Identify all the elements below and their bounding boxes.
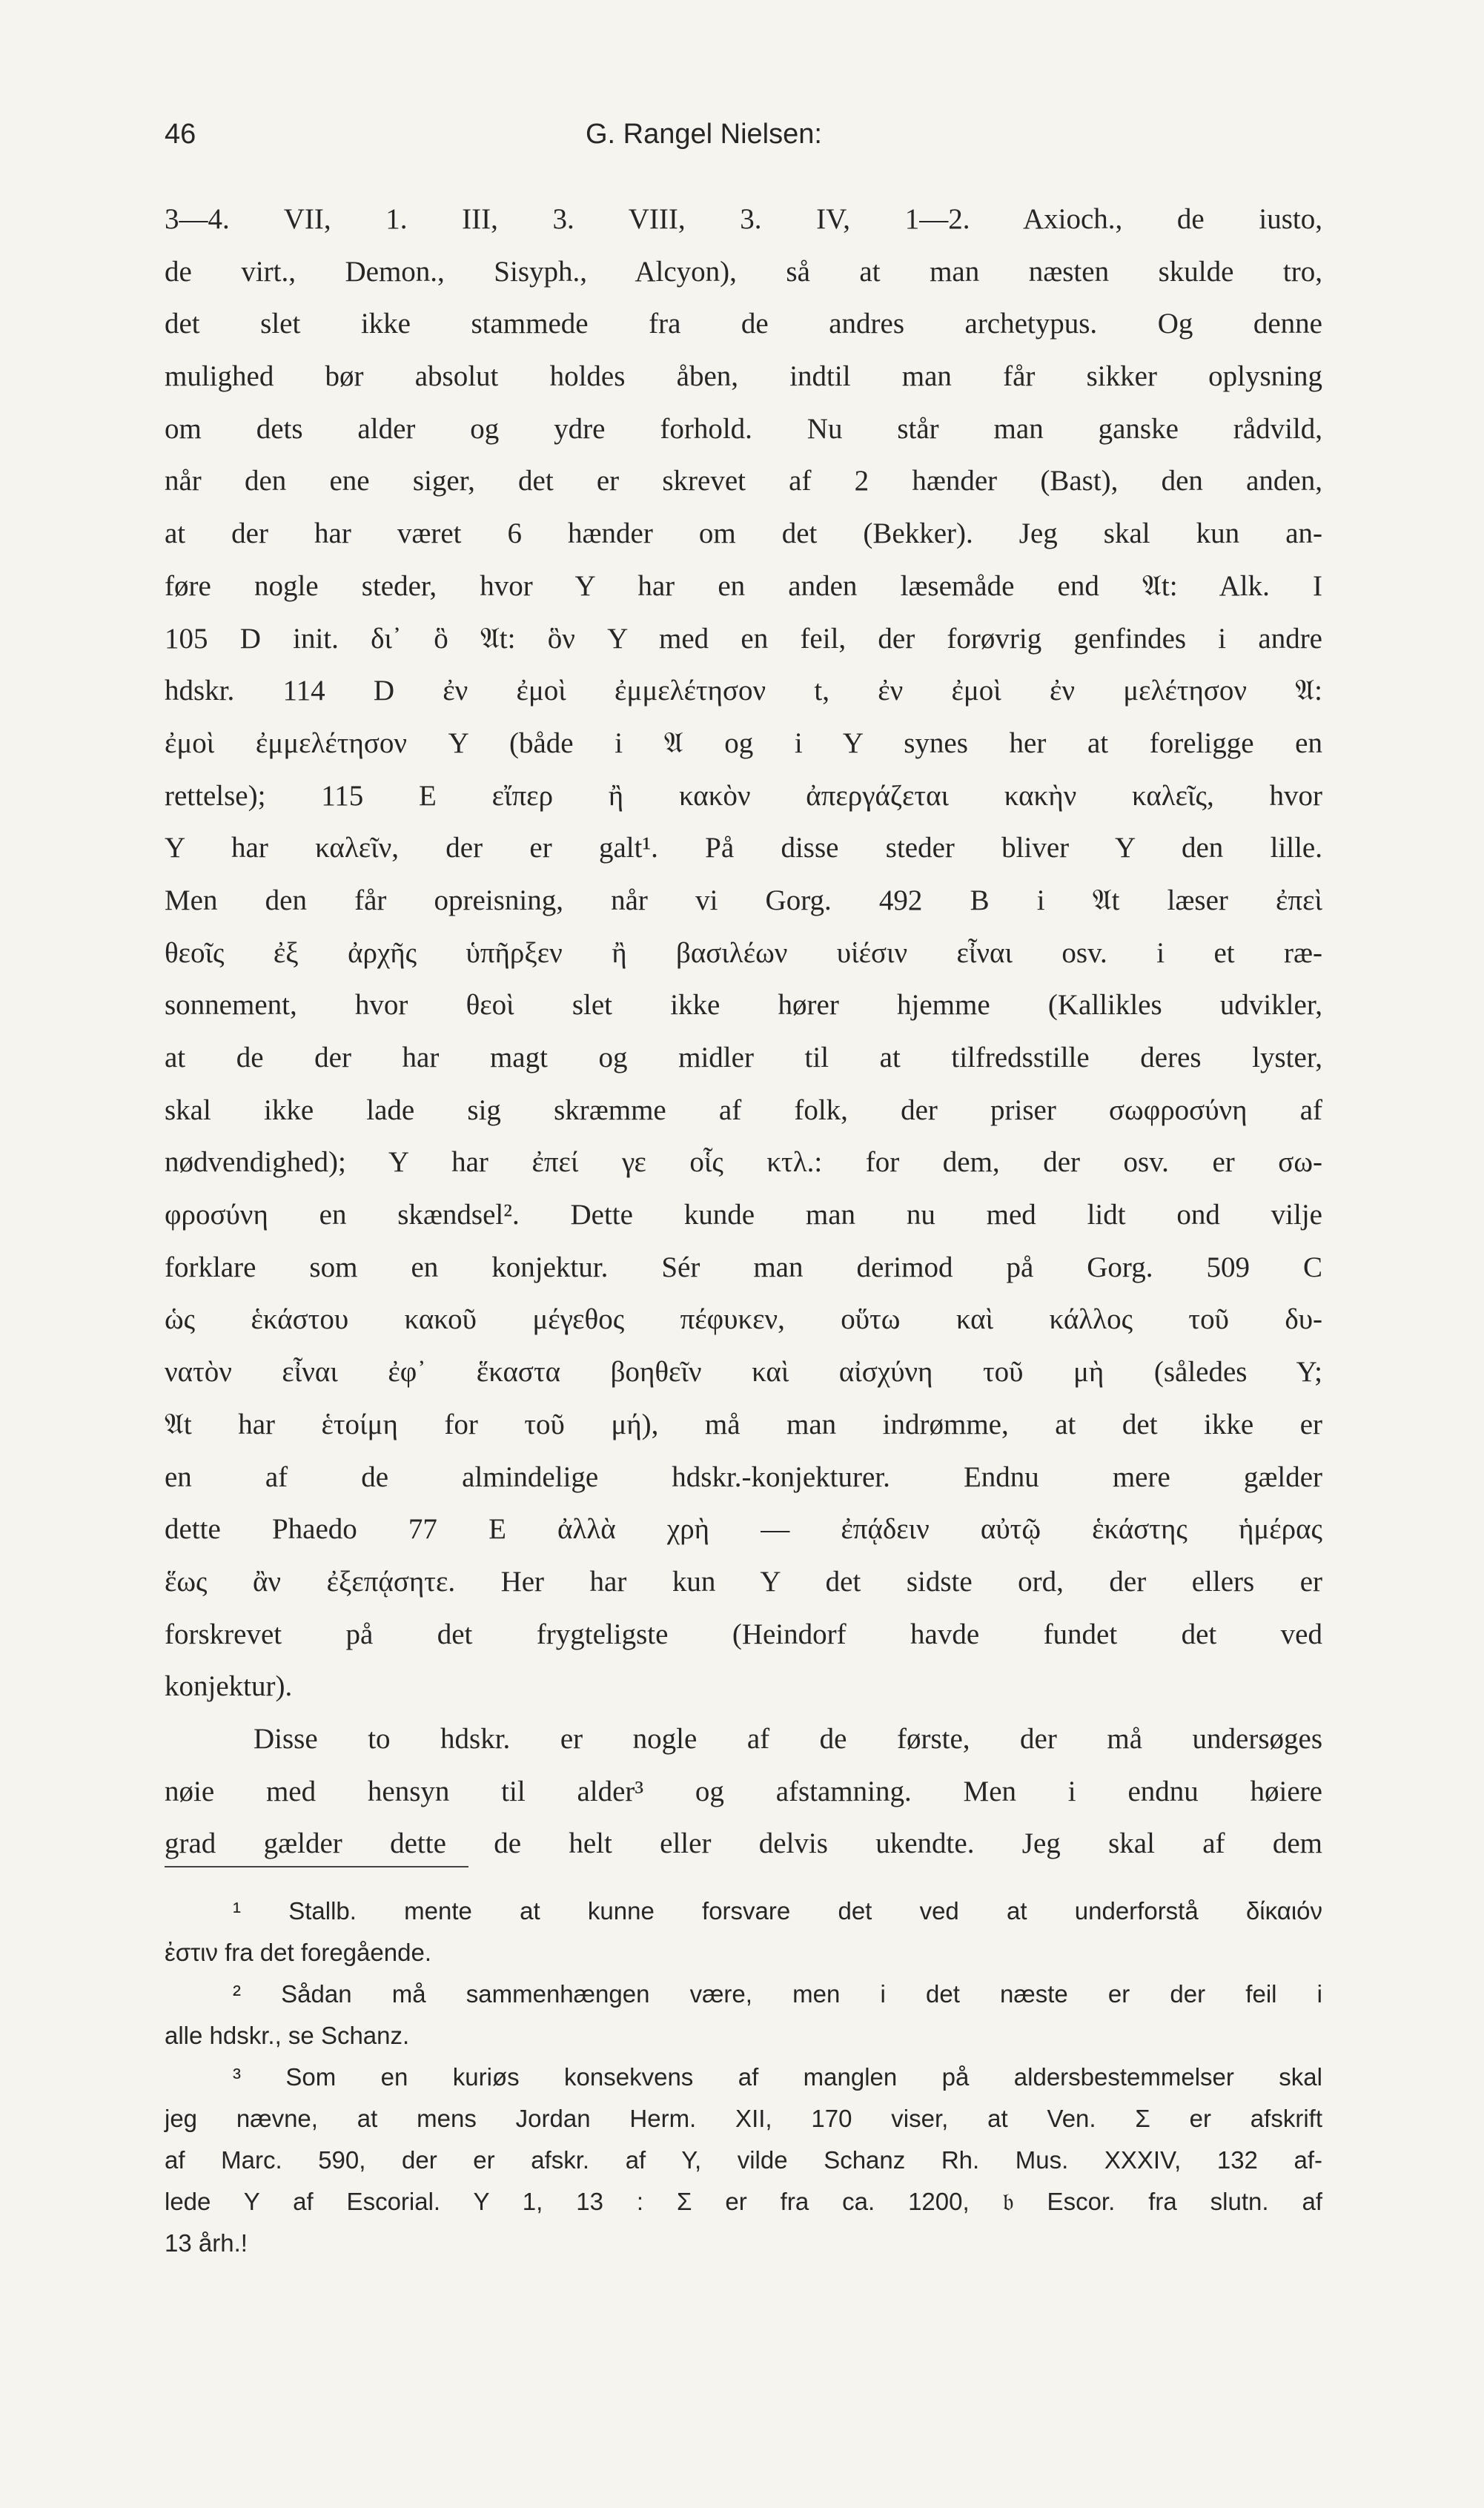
text-line: om dets alder og ydre forhold. Nu står man ganske rådvild,: [165, 412, 1322, 445]
footnote-line: jeg nævne, at mens Jordan Herm. XII, 170 viser, at Ven. Σ er afskrift: [165, 2105, 1322, 2132]
footnote-line: ¹ Stallb. mente at kunne forsvare det ved at underforstå δίκαιόν: [233, 1897, 1322, 1925]
text-line: skal ikke lade sig skræmme af folk, der priser σωφροσύνη af: [165, 1093, 1322, 1126]
text-line: sonnement, hvor θεοὶ slet ikke hører hjemme (Kallikles udvikler,: [165, 989, 1322, 1022]
text-line: forskrevet på det frygteligste (Heindorf havde fundet det ved: [165, 1618, 1322, 1650]
text-line: føre nogle steder, hvor Y har en anden læsemåde end 𝔄t: Alk. I: [165, 569, 1322, 602]
text-line: dette Phaedo 77 E ἀλλὰ χρὴ — ἐπᾴδειν αὐτῷ ἑκάστης ἡμέρας: [165, 1513, 1322, 1546]
text-line: at der har været 6 hænder om det (Bekker). Jeg skal kun an-: [165, 517, 1322, 550]
text-line: hdskr. 114 D ἐν ἐμοὶ ἐμμελέτησον t, ἐν ἐμοὶ ἐν μελέτησον 𝔄:: [165, 675, 1322, 707]
text-line: Men den får opreisning, når vi Gorg. 492 B i 𝔄t læser ἐπεὶ: [165, 884, 1322, 916]
text-line: 105 D init. δι᾽ ὃ 𝔄t: ὃν Y med en feil, der forøvrig genfindes i andre: [165, 622, 1322, 655]
text-line: 𝔄t har ἑτοίμη for τοῦ μή), må man indrømme, at det ikke er: [165, 1408, 1322, 1440]
footnote-line: lede Y af Escorial. Y 1, 13 : Σ er fra ca. 1200, 𝔟 Escor. fra slutn. af: [165, 2188, 1322, 2215]
text-line: Disse to hdskr. er nogle af de første, der må undersøges: [254, 1722, 1322, 1755]
footnote-line: ³ Som en kuriøs konsekvens af manglen på aldersbestemmelser skal: [233, 2063, 1322, 2091]
text-line: når den ene siger, det er skrevet af 2 hænder (Bast), den anden,: [165, 465, 1322, 497]
text-line: en af de almindelige hdskr.-konjekturer. Endnu mere gælder: [165, 1460, 1322, 1493]
text-line: konjektur).: [165, 1670, 293, 1703]
text-line: mulighed bør absolut holdes åben, indtil man får sikker oplysning: [165, 360, 1322, 393]
footnote-line: ² Sådan må sammenhængen være, men i det næste er der feil i: [233, 1980, 1322, 2008]
footnote-line: 13 årh.!: [165, 2229, 248, 2257]
footnote-line: ἐστιν fra det foregående.: [165, 1939, 431, 1966]
text-line: Y har καλεῖν, der er galt¹. På disse steder bliver Y den lille.: [165, 832, 1322, 864]
text-line: νατὸν εἶναι ἐφ᾽ ἕκαστα βοηθεῖν καὶ αἰσχύνη τοῦ μὴ (således Y;: [165, 1356, 1322, 1389]
text-line: ὡς ἑκάστου κακοῦ μέγεθος πέφυκεν, οὕτω καὶ κάλλος τοῦ δυ-: [165, 1303, 1322, 1336]
footnote-line: af Marc. 590, der er afskr. af Y, vilde Schanz Rh. Mus. XXXIV, 132 af-: [165, 2146, 1322, 2174]
running-head: G. Rangel Nielsen:: [586, 119, 822, 150]
text-line: ἕως ἂν ἐξεπᾴσητε. Her har kun Y det sidste ord, der ellers er: [165, 1565, 1322, 1598]
text-line: de virt., Demon., Sisyph., Alcyon), så at man næsten skulde tro,: [165, 255, 1322, 288]
page-header: [165, 119, 1322, 163]
footnote-divider: [165, 1866, 468, 1867]
text-line: 3—4. VII, 1. III, 3. VIII, 3. IV, 1—2. Axioch., de iusto,: [165, 203, 1322, 235]
text-line: nøie med hensyn til alder³ og afstamning. Men i endnu høiere: [165, 1775, 1322, 1807]
main-text-block: [165, 199, 1322, 1876]
text-line: grad gælder dette de helt eller delvis ukendte. Jeg skal af dem: [165, 1827, 1322, 1860]
text-line: det slet ikke stammede fra de andres archetypus. Og denne: [165, 308, 1322, 340]
text-line: at de der har magt og midler til at tilfredsstille deres lyster,: [165, 1042, 1322, 1073]
text-line: φροσύνη en skændsel². Dette kunde man nu med lidt ond vilje: [165, 1199, 1322, 1231]
footnotes-block: [165, 1893, 1322, 2266]
footnote-line: alle hdskr., se Schanz.: [165, 2022, 410, 2049]
text-line: θεοῖς ἐξ ἀρχῆς ὑπῆρξεν ἢ βασιλέων υἱέσιν εἶναι osv. i et ræ-: [165, 936, 1322, 969]
text-line: ἐμοὶ ἐμμελέτησον Y (både i 𝔄 og i Y synes her at foreligge en: [165, 727, 1322, 759]
text-line: nødvendighed); Y har ἐπεί γε οἷς κτλ.: for dem, der osv. er σω-: [165, 1146, 1322, 1179]
text-line: rettelse); 115 E εἴπερ ἢ κακὸν ἀπεργάζεται κακὴν καλεῖς, hvor: [165, 779, 1322, 812]
text-line: forklare som en konjektur. Sér man derimod på Gorg. 509 C: [165, 1251, 1322, 1283]
page-number: 46: [165, 119, 196, 150]
